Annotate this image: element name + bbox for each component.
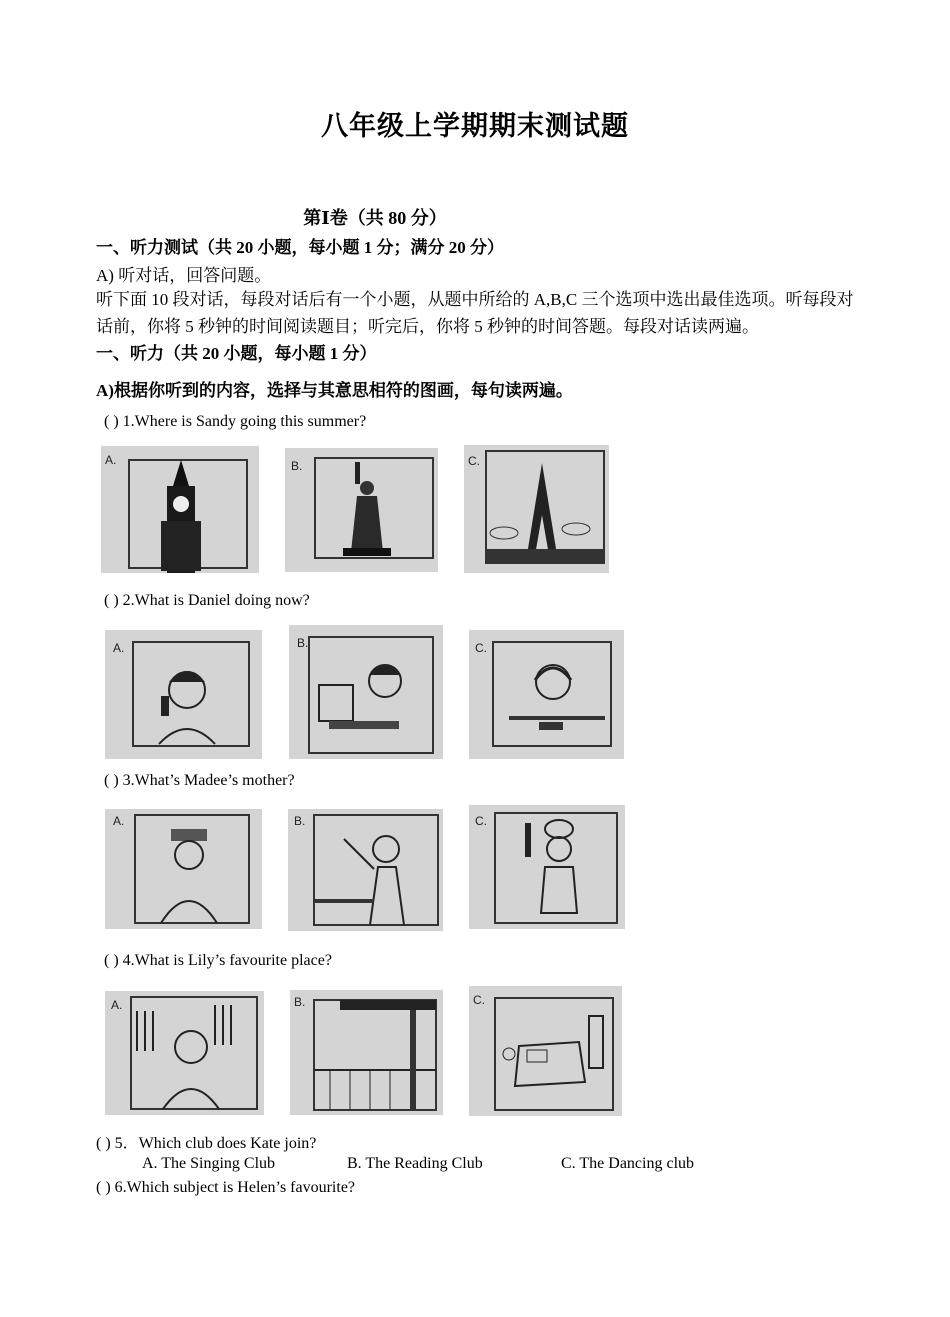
answer-bracket[interactable]: ( ) bbox=[104, 952, 119, 969]
q3-option-b-teacher-image bbox=[288, 809, 443, 931]
option-label: B. bbox=[291, 459, 303, 473]
option-label: C. bbox=[468, 454, 480, 468]
question-text: 6.Which subject is Helen’s favourite? bbox=[114, 1179, 356, 1196]
option-label: C. bbox=[473, 993, 485, 1007]
option-label: C. bbox=[475, 814, 487, 828]
option-label: C. bbox=[475, 641, 487, 655]
q2-option-b-computer-image bbox=[289, 625, 443, 759]
answer-bracket[interactable]: ( ) bbox=[104, 592, 119, 609]
q1-option-b-statue-of-liberty-image bbox=[285, 448, 438, 572]
instructions: 听下面 10 段对话，每段对话后有一个小题，从题中所给的 A,B,C 三个选项中选出最佳选项。听每段对话前，你将 5 秒钟的时间阅读题目；听完后，你将 5 秒钟的时间答题。每段对话读两遍。 bbox=[96, 290, 854, 336]
q4-option-b-balcony-image bbox=[290, 990, 443, 1115]
section1-heading: 一、听力测试（共 20 小题，每小题 1 分；满分 20 分） bbox=[96, 238, 504, 257]
answer-bracket[interactable]: ( ) bbox=[96, 1179, 111, 1196]
question-6 bbox=[96, 1179, 355, 1197]
option-label: A. bbox=[113, 641, 125, 655]
q2-option-a-phone-call-image bbox=[105, 630, 262, 759]
answer-bracket[interactable]: ( ) bbox=[96, 1135, 111, 1152]
question-text: 3.What’s Madee’s mother? bbox=[122, 772, 295, 789]
q1-option-a-big-ben-image bbox=[101, 446, 259, 573]
question-3 bbox=[104, 772, 295, 790]
question-2 bbox=[104, 592, 310, 610]
answer-bracket[interactable]: ( ) bbox=[104, 413, 119, 430]
question-text: 4.What is Lily’s favourite place? bbox=[122, 952, 332, 969]
option-label: B. bbox=[294, 814, 306, 828]
question-text: 5．Which club does Kate join? bbox=[114, 1135, 317, 1152]
question-text: 1.Where is Sandy going this summer? bbox=[122, 413, 367, 430]
question-4 bbox=[104, 952, 332, 970]
option-label: B. bbox=[294, 995, 306, 1009]
option-label: A. bbox=[111, 998, 123, 1012]
answer-bracket[interactable]: ( ) bbox=[104, 772, 119, 789]
q4-option-c-bedroom-image bbox=[469, 986, 622, 1116]
option-label: B. bbox=[297, 636, 309, 650]
option-label: A. bbox=[105, 453, 117, 467]
q1-option-c-eiffel-tower-image bbox=[464, 445, 609, 573]
question-text: 2.What is Daniel doing now? bbox=[122, 592, 310, 609]
question-5 bbox=[96, 1130, 316, 1153]
q2-option-c-music-image bbox=[469, 630, 624, 759]
q3-option-c-cook-image bbox=[469, 805, 625, 929]
q5-option-a: A. The Singing Club bbox=[142, 1155, 276, 1172]
part-a-heading: A) 听对话，回答问题。 bbox=[96, 266, 272, 285]
page-title: 八年级上学期期末测试题 bbox=[321, 111, 629, 142]
part-a2-heading: A)根据你听到的内容，选择与其意思相符的图画，每句读两遍。 bbox=[96, 381, 573, 400]
q3-option-a-police-officer-image bbox=[105, 809, 262, 929]
volume-heading: 第Ⅰ卷（共 80 分） bbox=[303, 208, 447, 228]
q5-option-b: B. The Reading Club bbox=[347, 1155, 483, 1172]
q4-option-a-library-image bbox=[105, 991, 264, 1115]
q5-option-c: C. The Dancing club bbox=[561, 1155, 695, 1172]
option-label: A. bbox=[113, 814, 125, 828]
section2-heading: 一、听力（共 20 小题，每小题 1 分） bbox=[96, 344, 377, 363]
question-1 bbox=[104, 413, 366, 431]
